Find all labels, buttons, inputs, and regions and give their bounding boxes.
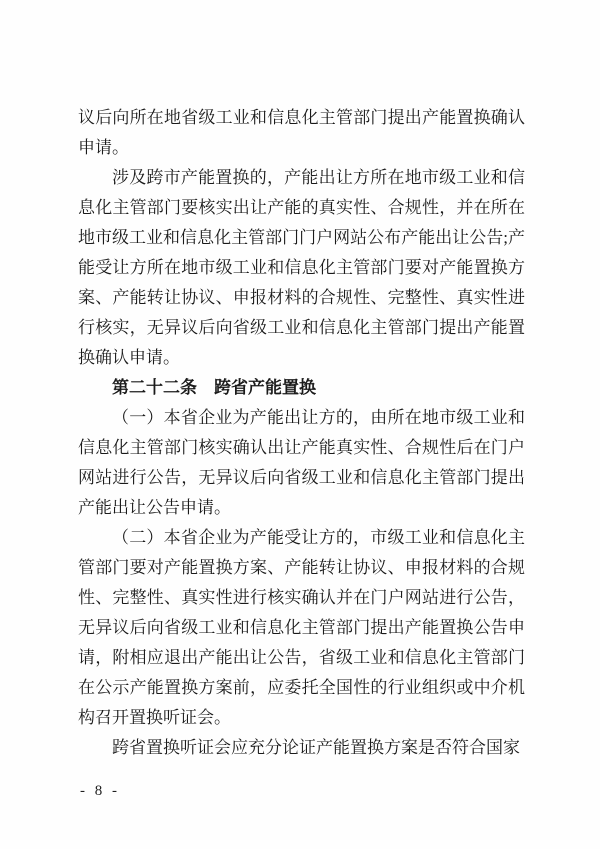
paragraph-continuation: 议后向所在地省级工业和信息化主管部门提出产能置换确认申请。 — [78, 108, 525, 157]
paragraph-item-one: （一）本省企业为产能出让方的，由所在地市级工业和信息化主管部门核实确认出让产能真实性、合规性后在门户网站进行公告，无异议后向省级工业和信息化主管部门提出产能出让公告申请。 — [78, 408, 525, 517]
paragraph-item-two: （二）本省企业为产能受让方的，市级工业和信息化主管部门要对产能置换方案、产能转让协议、申报材料的合规性、完整性、真实性进行核实确认并在门户网站进行公告，无异议后向省级工业和信息化主管部门提出产能置换公告申请，附相应退出产能出让公告，省级工业和信息化主管部门在公示产能置换方案前，应委托全国性的行业组织或中介机构召开置换听证会。 — [78, 528, 525, 727]
article-heading: 第二十二条 跨省产能置换 — [112, 378, 316, 397]
paragraph-cross-city: 涉及跨市产能置换的，产能出让方所在地市级工业和信息化主管部门要核实出让产能的真实性、合规性，并在所在地市级工业和信息化主管部门门户网站公布产能出让公告;产能受让方所在地市级工业和信息化主管部门要对产能置换方案、产能转让协议、申报材料的合规性、完整性、真实性进行核实，无异议后向省级工业和信息化主管部门提出产能置换确认申请。 — [78, 168, 525, 367]
document-body — [78, 103, 525, 763]
page-number: - 8 - — [80, 783, 120, 799]
paragraph-hearing: 跨省置换听证会应充分论证产能置换方案是否符合国家 — [112, 738, 520, 757]
